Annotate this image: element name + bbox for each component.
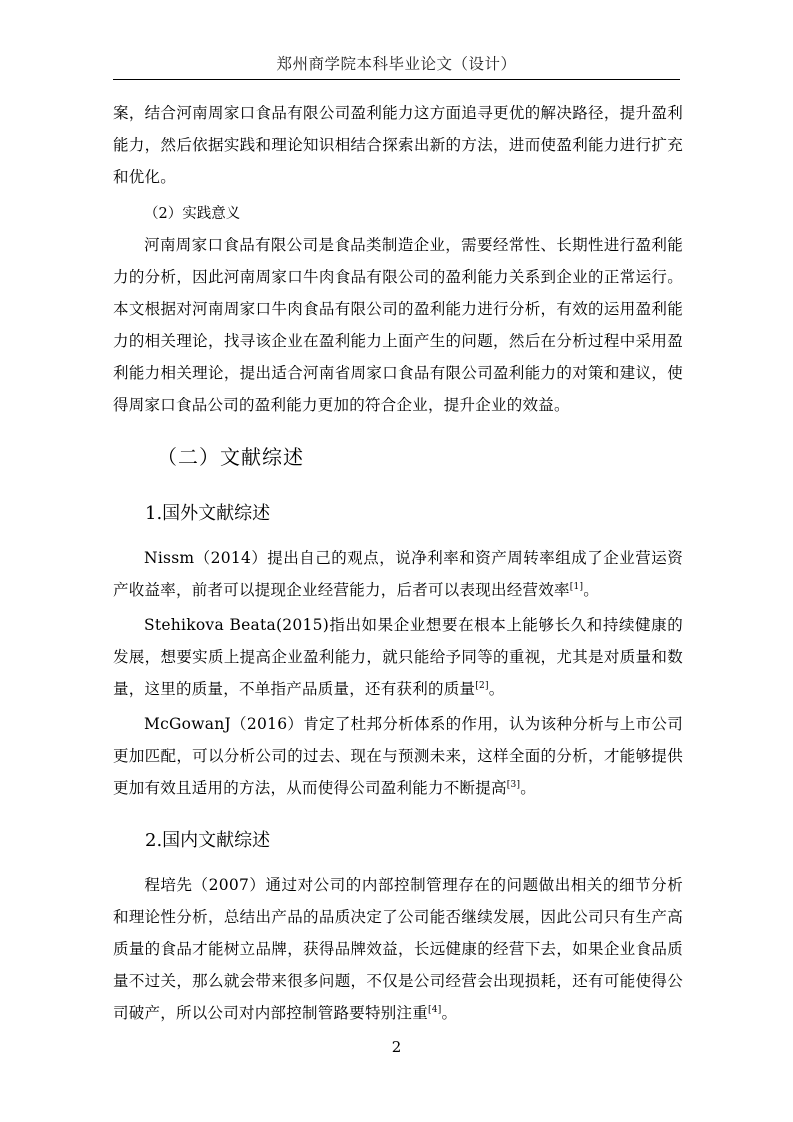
- paragraph-foreign-2: [113, 609, 683, 705]
- running-header: 郑州商学院本科毕业论文（设计）: [276, 55, 517, 73]
- paragraph-practical-significance: [113, 229, 683, 421]
- header-rule: [113, 79, 680, 80]
- paragraph-continuation: 案，结合河南周家口食品有限公司盈利能力这方面追寻更优的解决路径，提升盈利能力，然后依据实践和理论知识相结合探索出新的方法，进而使盈利能力进行扩充和优化。: [113, 104, 683, 186]
- paragraph-text: 程培先（2007）通过对公司的内部控制管理存在的问题做出相关的细节分析和理论性分析，总结出产品的品质决定了公司能否继续发展，因此公司只有生产高质量的食品才能树立品牌，获得品牌效益，长远健康的经营下去，如果企业食品质量不过关，那么就会带来很多问题，不仅是公司经营会出现损耗，还有可能使得公司破产，所以公司对内部控制管路要特别注重: [113, 876, 683, 1022]
- section-heading-literature-review: （二）文献综述: [157, 445, 304, 469]
- paragraph-foreign-1: [113, 542, 683, 606]
- page-number: 2: [391, 1038, 402, 1056]
- heading-foreign-literature: 1.国外文献综述: [145, 503, 271, 524]
- paragraph-end: 。: [441, 1004, 458, 1022]
- paragraph-text: Nissm（2014）提出自己的观点，说净利率和资产周转率组成了企业营运资产收益率，前者可以提现企业经营能力，后者可以表现出经营效率: [113, 549, 683, 599]
- citation-ref: [2]: [475, 680, 489, 691]
- paragraph-text: 河南周家口食品有限公司是食品类制造企业，需要经常性、长期性进行盈利能力的分析，因此河南周家口牛肉食品有限公司的盈利能力关系到企业的正常运行。本文根据对河南周家口牛肉食品有限公司的盈利能力进行分析，有效的运用盈利能力的相关理论，找寻该企业在盈利能力上面产生的问题，然后在分析过程中采用盈利能力相关理论，提出适合河南省周家口食品有限公司盈利能力的对策和建议，使得周家口食品公司的盈利能力更加的符合企业，提升企业的效益。: [113, 236, 683, 414]
- paragraph-text: McGowanJ（2016）肯定了杜邦分析体系的作用，认为该种分析与上市公司更加匹配，可以分析公司的过去、现在与预测未来，这样全面的分析，才能够提供更加有效且适用的方法，从而使得公司盈利能力不断提高: [113, 715, 683, 797]
- paragraph-end: 。: [520, 779, 537, 797]
- paragraph-end: 。: [583, 581, 600, 599]
- citation-ref: [4]: [428, 1004, 442, 1015]
- citation-ref: [1]: [569, 581, 584, 592]
- citation-ref: [3]: [506, 779, 521, 790]
- paragraph-end: 。: [488, 680, 505, 698]
- paragraph-domestic-1: [113, 869, 683, 1029]
- heading-domestic-literature: 2.国内文献综述: [145, 830, 271, 851]
- sub-heading-practical-significance: （2）实践意义: [144, 206, 241, 222]
- paragraph-text: Stehikova Beata(2015)指出如果企业想要在根本上能够长久和持续健康的发展，想要实质上提高企业盈利能力，就只能给予同等的重视，尤其是对质量和数量，这里的质量，不单指产品质量，还有获利的质量: [113, 616, 683, 698]
- paragraph-foreign-3: [113, 708, 683, 804]
